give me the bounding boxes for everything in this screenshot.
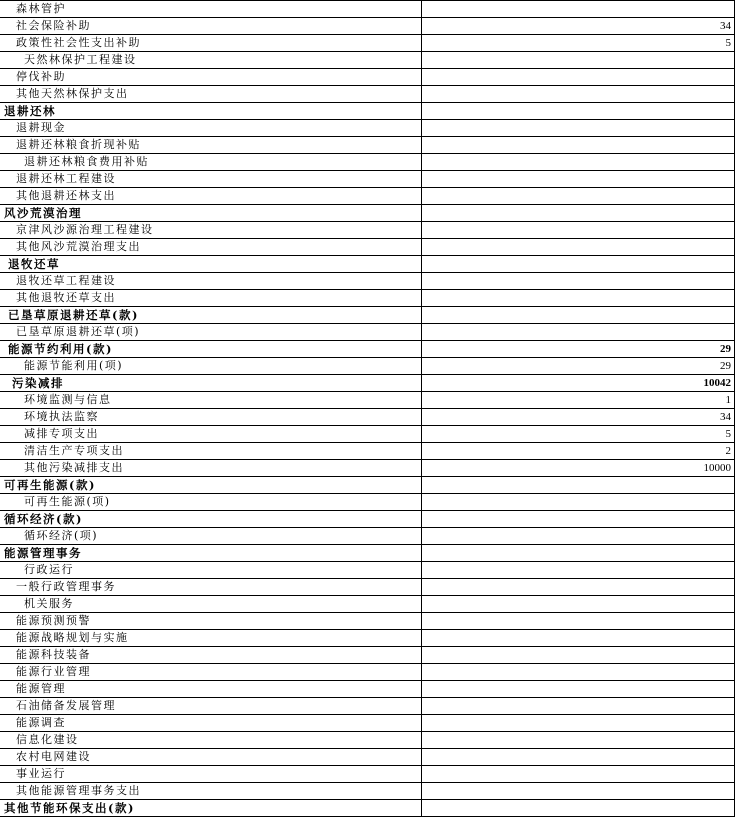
row-item-name: 行政运行: [0, 562, 422, 579]
row-item-name: 退耕还林粮食费用补贴: [0, 154, 422, 171]
row-item-value: 5: [422, 35, 735, 52]
row-item-name: 其他节能环保支出(款): [0, 800, 422, 817]
table-row: [0, 103, 735, 120]
row-item-name: 政策性社会性支出补助: [0, 35, 422, 52]
table-row: [0, 647, 735, 664]
row-item-value: [422, 477, 735, 494]
row-item-name: 减排专项支出: [0, 426, 422, 443]
row-item-name: 其他能源管理事务支出: [0, 783, 422, 800]
row-item-name: 退耕还林: [0, 103, 422, 120]
row-item-name: 其他污染减排支出: [0, 460, 422, 477]
row-item-name: 能源科技装备: [0, 647, 422, 664]
row-item-value: 29: [422, 358, 735, 375]
row-item-value: 5: [422, 426, 735, 443]
row-item-value: [422, 545, 735, 562]
row-item-value: [422, 596, 735, 613]
row-item-value: 10042: [422, 375, 735, 392]
row-item-name: 森林管护: [0, 1, 422, 18]
table-row: [0, 409, 735, 426]
row-item-name: 其他风沙荒漠治理支出: [0, 239, 422, 256]
table-body: [0, 1, 735, 817]
row-item-name: 循环经济(款): [0, 511, 422, 528]
row-item-value: [422, 749, 735, 766]
row-item-value: [422, 732, 735, 749]
row-item-name: 可再生能源(款): [0, 477, 422, 494]
table-row: [0, 86, 735, 103]
row-item-value: [422, 188, 735, 205]
table-row: [0, 460, 735, 477]
table-row: [0, 732, 735, 749]
table-row: [0, 307, 735, 324]
table-row: [0, 290, 735, 307]
row-item-name: 环境监测与信息: [0, 392, 422, 409]
row-item-name: 可再生能源(项): [0, 494, 422, 511]
row-item-value: [422, 715, 735, 732]
row-item-value: 29: [422, 341, 735, 358]
row-item-value: [422, 783, 735, 800]
row-item-value: [422, 613, 735, 630]
row-item-value: [422, 800, 735, 817]
table-row: [0, 426, 735, 443]
table-row: [0, 681, 735, 698]
row-item-value: [422, 171, 735, 188]
row-item-value: [422, 290, 735, 307]
row-item-value: [422, 120, 735, 137]
row-item-value: 10000: [422, 460, 735, 477]
row-item-value: [422, 273, 735, 290]
row-item-name: 已垦草原退耕还草(款): [0, 307, 422, 324]
row-item-value: [422, 307, 735, 324]
table-row: [0, 375, 735, 392]
row-item-name: 环境执法监察: [0, 409, 422, 426]
row-item-name: 污染减排: [0, 375, 422, 392]
row-item-value: [422, 494, 735, 511]
row-item-name: 其他天然林保护支出: [0, 86, 422, 103]
table-row: [0, 630, 735, 647]
table-row: [0, 18, 735, 35]
table-row: [0, 528, 735, 545]
row-item-name: 京津风沙源治理工程建设: [0, 222, 422, 239]
table-row: [0, 579, 735, 596]
table-row: [0, 324, 735, 341]
row-item-value: [422, 664, 735, 681]
table-row: [0, 222, 735, 239]
table-row: [0, 562, 735, 579]
table-row: [0, 613, 735, 630]
row-item-name: 退耕现金: [0, 120, 422, 137]
table-row: [0, 392, 735, 409]
table-row: [0, 443, 735, 460]
table-row: [0, 256, 735, 273]
row-item-value: [422, 222, 735, 239]
table-row: [0, 358, 735, 375]
row-item-name: 天然林保护工程建设: [0, 52, 422, 69]
row-item-value: [422, 681, 735, 698]
row-item-value: [422, 324, 735, 341]
table-row: [0, 749, 735, 766]
table-row: [0, 596, 735, 613]
row-item-name: 社会保险补助: [0, 18, 422, 35]
row-item-value: [422, 205, 735, 222]
table-row: [0, 698, 735, 715]
row-item-value: [422, 86, 735, 103]
table-row: [0, 494, 735, 511]
row-item-name: 能源管理: [0, 681, 422, 698]
row-item-name: 停伐补助: [0, 69, 422, 86]
row-item-name: 能源行业管理: [0, 664, 422, 681]
table-row: [0, 171, 735, 188]
row-item-name: 已垦草原退耕还草(项): [0, 324, 422, 341]
table-row: [0, 477, 735, 494]
row-item-value: [422, 528, 735, 545]
table-row: [0, 341, 735, 358]
row-item-name: 退牧还草: [0, 256, 422, 273]
row-item-name: 农村电网建设: [0, 749, 422, 766]
row-item-value: [422, 137, 735, 154]
table-row: [0, 783, 735, 800]
table-row: [0, 800, 735, 817]
row-item-value: [422, 630, 735, 647]
table-row: [0, 1, 735, 18]
row-item-name: 退牧还草工程建设: [0, 273, 422, 290]
row-item-name: 循环经济(项): [0, 528, 422, 545]
table-row: [0, 52, 735, 69]
row-item-value: 1: [422, 392, 735, 409]
row-item-name: 能源节约利用(款): [0, 341, 422, 358]
row-item-name: 退耕还林工程建设: [0, 171, 422, 188]
row-item-name: 能源管理事务: [0, 545, 422, 562]
table-row: [0, 664, 735, 681]
row-item-value: [422, 579, 735, 596]
row-item-value: 34: [422, 409, 735, 426]
row-item-name: 能源调查: [0, 715, 422, 732]
table-row: [0, 239, 735, 256]
row-item-value: [422, 256, 735, 273]
row-item-value: [422, 562, 735, 579]
row-item-name: 清洁生产专项支出: [0, 443, 422, 460]
table-row: [0, 766, 735, 783]
row-item-name: 一般行政管理事务: [0, 579, 422, 596]
row-item-name: 事业运行: [0, 766, 422, 783]
row-item-name: 信息化建设: [0, 732, 422, 749]
row-item-name: 其他退耕还林支出: [0, 188, 422, 205]
row-item-name: 能源节能利用(项): [0, 358, 422, 375]
table-row: [0, 715, 735, 732]
table-row: [0, 205, 735, 222]
row-item-value: [422, 239, 735, 256]
row-item-name: 退耕还林粮食折现补贴: [0, 137, 422, 154]
table-row: [0, 120, 735, 137]
row-item-value: [422, 511, 735, 528]
table-row: [0, 35, 735, 52]
row-item-name: 机关服务: [0, 596, 422, 613]
table-row: [0, 511, 735, 528]
row-item-name: 风沙荒漠治理: [0, 205, 422, 222]
table-row: [0, 69, 735, 86]
row-item-name: 能源预测预警: [0, 613, 422, 630]
row-item-value: 2: [422, 443, 735, 460]
row-item-value: [422, 766, 735, 783]
row-item-name: 石油储备发展管理: [0, 698, 422, 715]
row-item-value: [422, 647, 735, 664]
table-row: [0, 273, 735, 290]
row-item-value: [422, 154, 735, 171]
row-item-name: 能源战略规划与实施: [0, 630, 422, 647]
table-row: [0, 545, 735, 562]
table-row: [0, 154, 735, 171]
row-item-value: [422, 69, 735, 86]
row-item-value: [422, 1, 735, 18]
table-row: [0, 188, 735, 205]
row-item-value: [422, 698, 735, 715]
row-item-value: 34: [422, 18, 735, 35]
row-item-value: [422, 52, 735, 69]
row-item-name: 其他退牧还草支出: [0, 290, 422, 307]
table-row: [0, 137, 735, 154]
row-item-value: [422, 103, 735, 120]
